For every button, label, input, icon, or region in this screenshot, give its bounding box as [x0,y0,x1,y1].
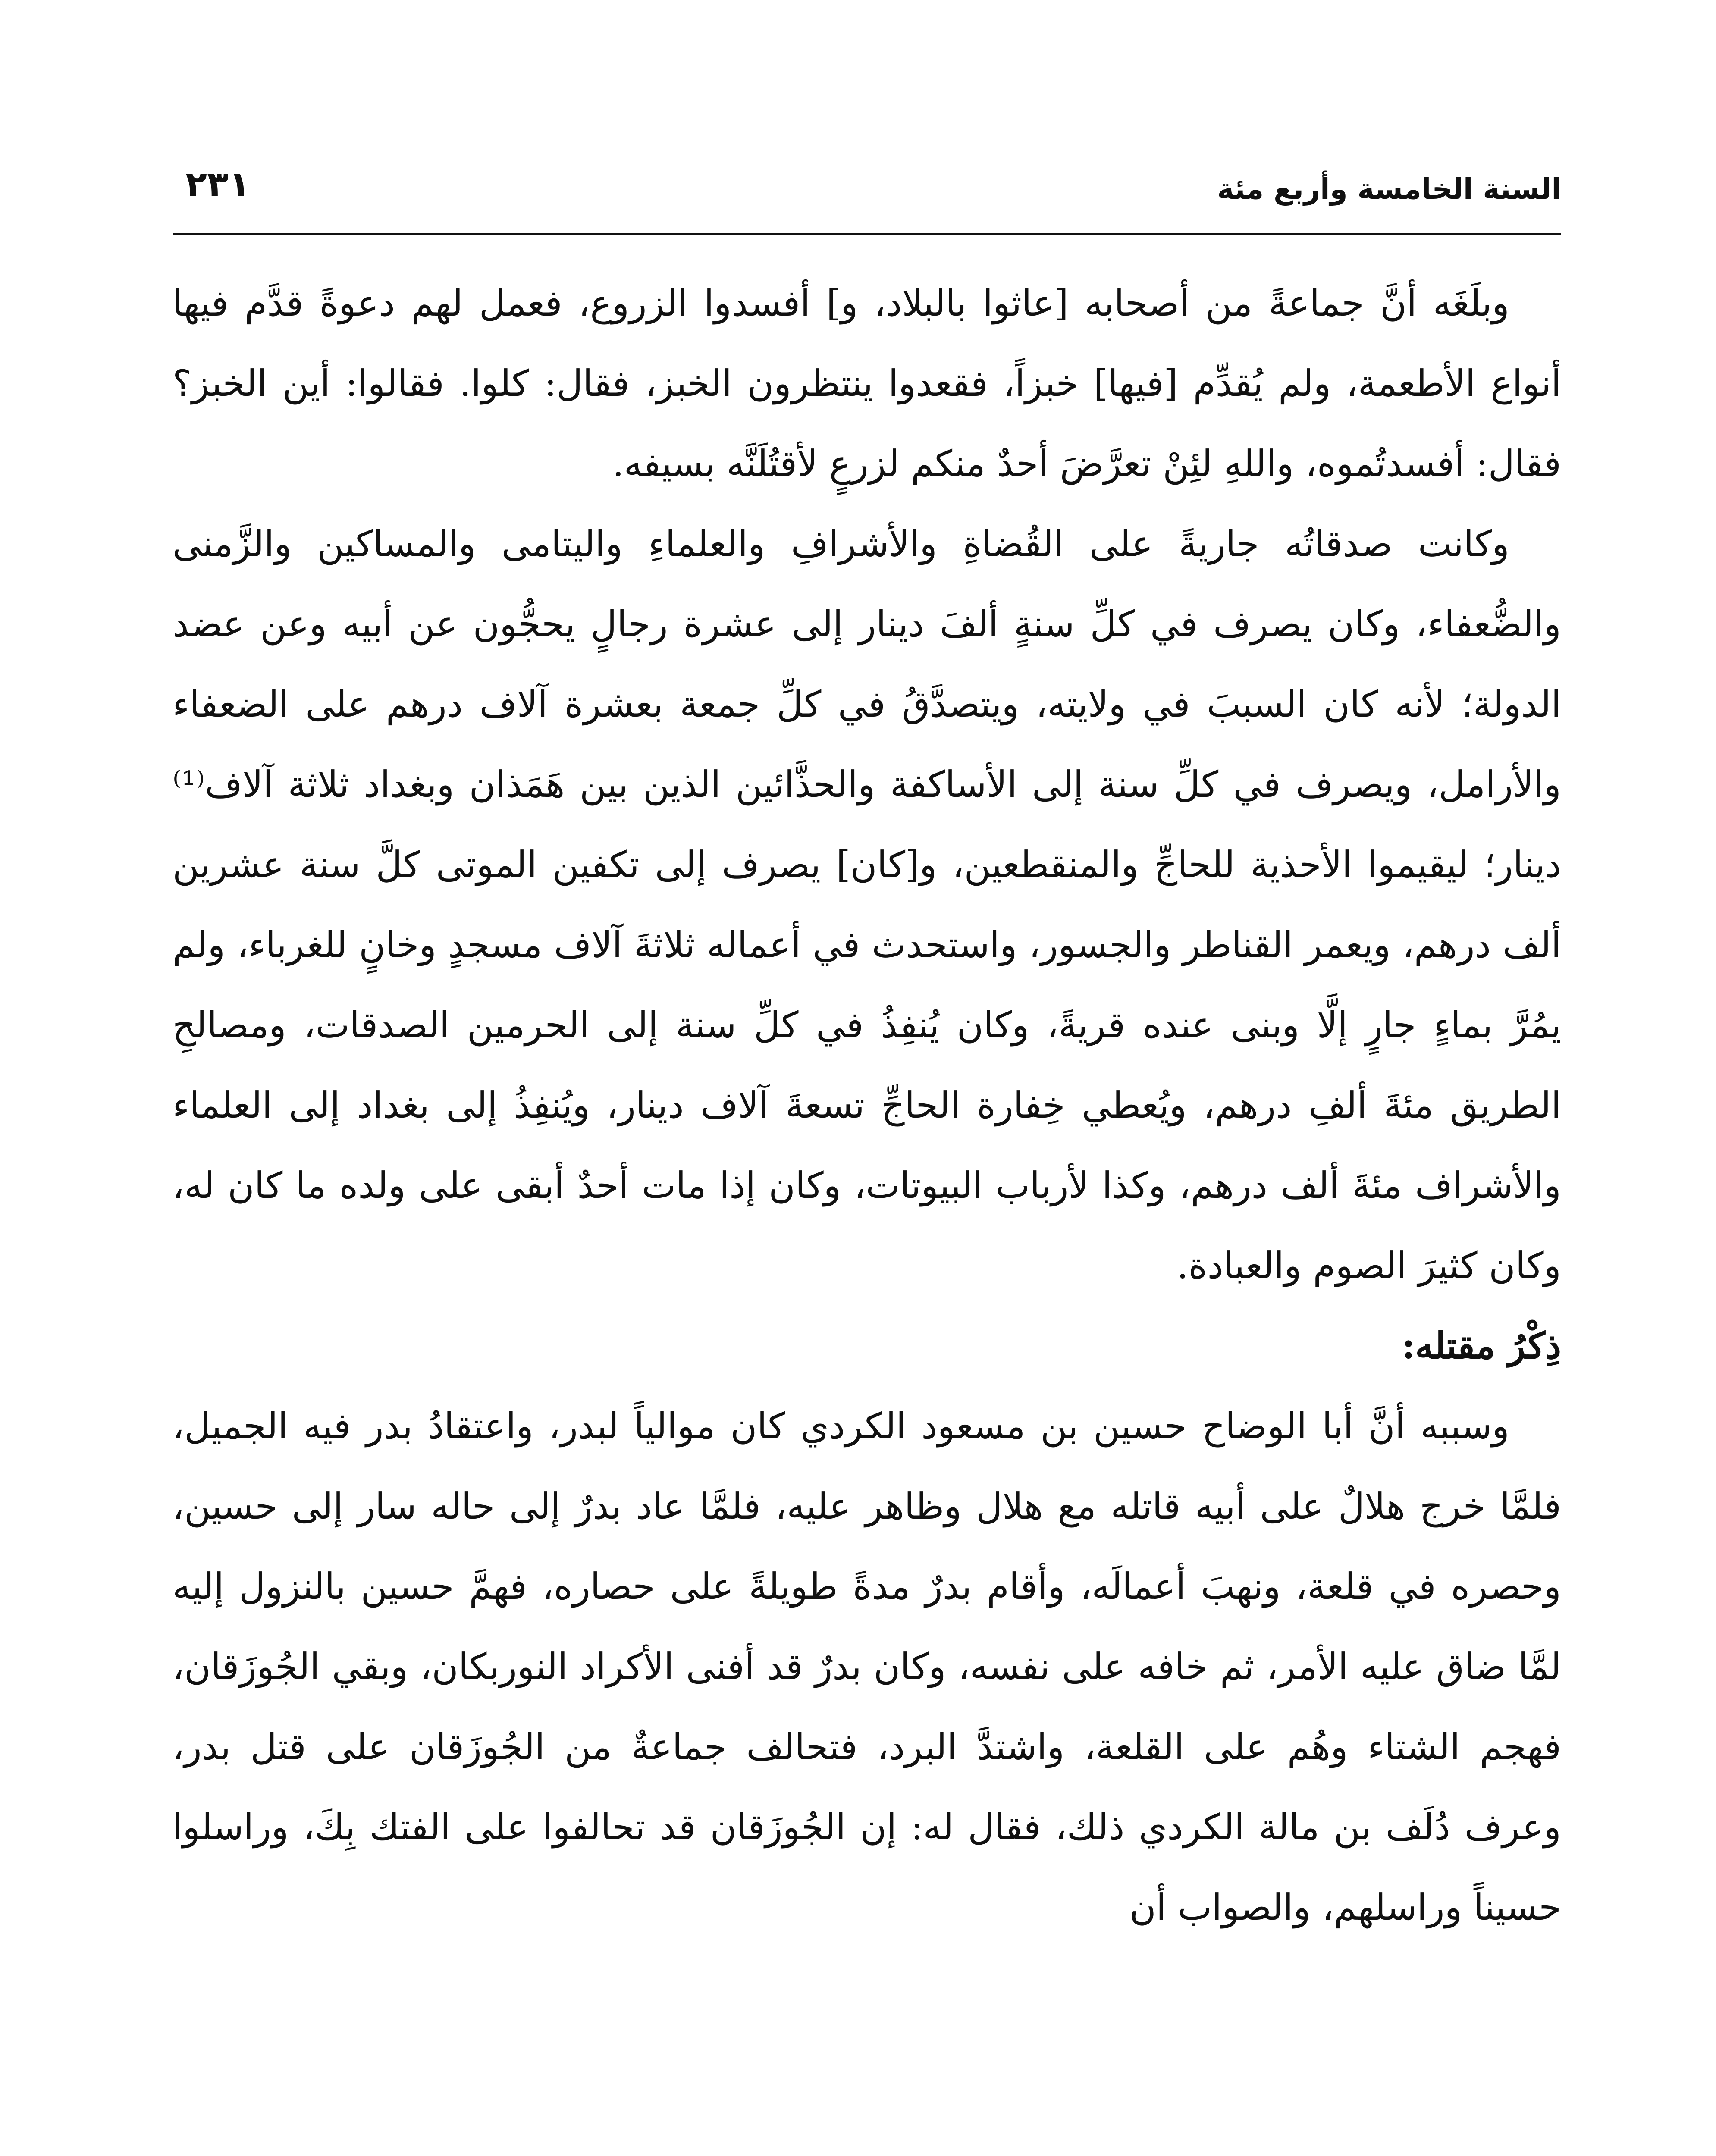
section-heading: ذِكْرُ مقتله: [1402,1324,1561,1367]
running-title: السنة الخامسة وأربع مئة [1217,172,1561,206]
paragraph: وسببه أنَّ أبا الوضاح حسين بن مسعود الكردي كان موالياً لبدر، واعتقادُ بدر فيه الجميل، فلمَّا خرج هلالٌ على أبيه قاتله مع هلال وظاهر عليه، فلمَّا عاد بدرٌ إلى حاله سار إلى حسين، وحصره في قلعة، ونهبَ أعمالَه، وأقام بدرٌ مدةً طويلةً على حصاره، فهمَّ حسين بالنزول إليه لمَّا ضاق عليه الأمر، ثم خافه على نفسه، وكان بدرٌ قد أفنى الأكراد النوربكان، وبقي الجُوزَقان، فهجم الشتاء وهُم على القلعة، واشتدَّ البرد، فتحالف جماعةٌ من الجُوزَقان على قتل بدر، وعرف دُلَف بن مالة الكردي ذلك، فقال له: إن الجُوزَقان قد تحالفوا على الفتك بِكَ، وراسلوا حسيناً وراسلهم، والصواب أن [173,1405,1561,1928]
page-number: ٢٣١ [185,164,251,205]
main-text [173,263,1561,1947]
header-rule [173,233,1561,235]
paragraph: وبلَغَه أنَّ جماعةً من أصحابه [عاثوا بالبلاد، و] أفسدوا الزروع، فعمل لهم دعوةً قدَّم فيها أنواع الأطعمة، ولم يُقدِّم [فيها] خبزاً، فقعدوا ينتظرون الخبز، فقال: كلوا. فقالوا: أين الخبز؟ فقال: أفسدتُموه، واللهِ لئِنْ تعرَّضَ أحدٌ منكم لزرعٍ لأقتُلَنَّه بسيفه. [173,282,1561,485]
paragraph: وكانت صدقاتُه جاريةً على القُضاةِ والأشرافِ والعلماءِ واليتامى والمساكين والزَّمنى والضُّعفاء، وكان يصرف في كلِّ سنةٍ ألفَ دينار إلى عشرة رجالٍ يحجُّون عن أبيه وعن عضد الدولة؛ لأنه كان السببَ في ولايته، ويتصدَّقُ في كلِّ جمعة بعشرة آلاف درهم على الضعفاء والأرامل، ويصرف في كلِّ سنة إلى الأساكفة والحذَّائين الذين بين هَمَذان وبغداد ثلاثة آلاف⁽¹⁾ دينار؛ ليقيموا الأحذية للحاجِّ والمنقطعين، و[كان] يصرف إلى تكفين الموتى كلَّ سنة عشرين ألف درهم، ويعمر القناطر والجسور، واستحدث في أعماله ثلاثةَ آلاف مسجدٍ وخانٍ للغرباء، ولم يمُرَّ بماءٍ جارٍ إلَّا وبنى عنده قريةً، وكان يُنفِذُ في كلِّ سنة إلى الحرمين الصدقات، ومصالحِ الطريق مئةَ ألفِ درهم، ويُعطي خِفارة الحاجِّ تسعةَ آلاف دينار، ويُنفِذُ إلى بغداد إلى العلماء والأشراف مئةَ ألف درهم، وكذا لأرباب البيوتات، وكان إذا مات أحدٌ أبقى على ولده ما كان له، وكان كثيرَ الصوم والعبادة. [173,523,1561,1287]
page-header [173,164,1561,224]
